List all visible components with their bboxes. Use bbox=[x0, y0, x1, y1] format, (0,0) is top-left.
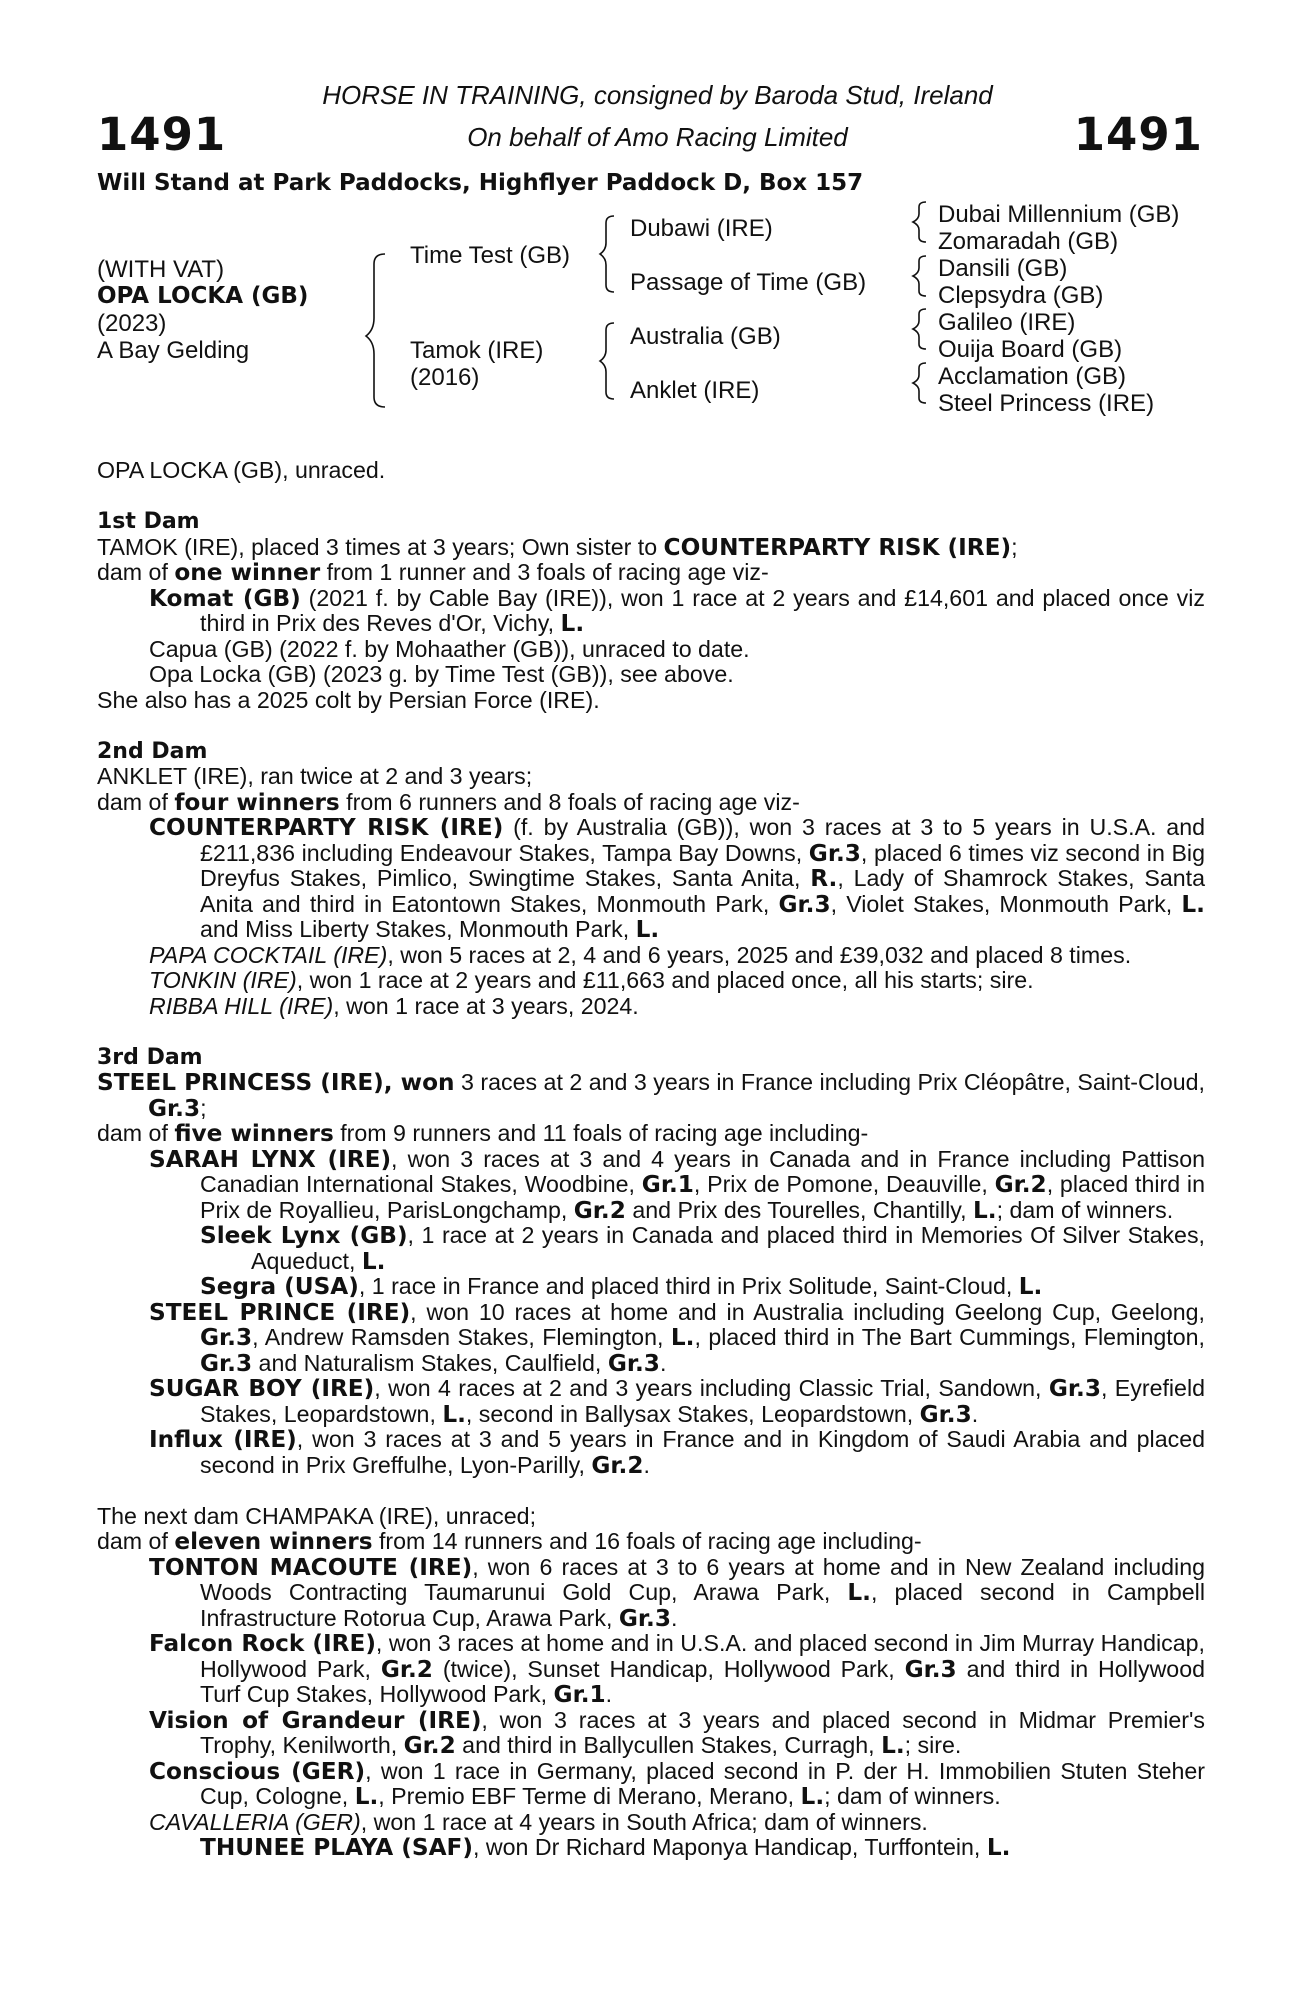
first-dam-note: She also has a 2025 colt by Persian Force (IRE). bbox=[97, 686, 600, 713]
consignor-line: HORSE IN TRAINING, consigned by Baroda Stud, Ireland bbox=[322, 80, 993, 110]
great-grandparent-2: Zomaradah (GB) bbox=[938, 228, 1119, 255]
progeny-entry-komat: Komat (GB) (2021 f. by Cable Bay (IRE)), won 1 race at 2 years and £14,601 and placed once viz third in Prix des Reves d'Or, Vichy, L. bbox=[149, 584, 1205, 637]
great-grandparent-3: Dansili (GB) bbox=[938, 255, 1068, 282]
dam-year: (2016) bbox=[410, 364, 480, 391]
great-grandparent-7: Acclamation (GB) bbox=[938, 363, 1127, 390]
third-dam-line: STEEL PRINCESS (IRE), won 3 races at 2 and 3 years in France including Prix Cléopâtre, Saint-Cloud, Gr.3; bbox=[97, 1069, 1205, 1122]
race-record-summary: OPA LOCKA (GB), unraced. bbox=[97, 457, 386, 483]
progeny-entry-falcon-rock: Falcon Rock (IRE), won 3 races at home and in U.S.A. and placed second in Jim Murray Handicap, Hollywood Park, Gr.2 (twice), Sunset Handicap, Hollywood Park, Gr.3 and third in Hollywood Turf Cup Stakes, Hollywood Park, Gr.1. bbox=[149, 1630, 1205, 1708]
dam: Tamok (IRE) bbox=[410, 337, 544, 364]
horse-name: OPA LOCKA (GB) bbox=[97, 283, 309, 309]
progeny-entry-influx: Influx (IRE), won 3 races at 3 and 5 years in France and in Kingdom of Saudi Arabia and placed second in Prix Greffulhe, Lyon-Parilly, Gr.2. bbox=[149, 1426, 1205, 1479]
progeny-entry-vision-of-grandeur: Vision of Grandeur (IRE), won 3 races at 3 years and placed second in Midmar Premier's Trophy, Kenilworth, Gr.2 and third in Ballycullen Stakes, Curragh, L.; sire. bbox=[149, 1706, 1205, 1759]
progeny-entry-counterparty-risk: COUNTERPARTY RISK (IRE) (f. by Australia (GB)), won 3 races at 3 to 5 years in U.S.A. and £211,836 including Endeavour Stakes, Tampa Bay Downs, Gr.3, placed 6 times viz second in Big Dreyfus Stakes, Pimlico, Swingtime Stakes, Santa Anita, R., Lady of Shamrock Stakes, Santa Anita and third in Eatontown Stakes, Monmouth Park, Gr.3, Violet Stakes, Monmouth Park, L. and Miss Liberty Stakes, Monmouth Park, L. bbox=[149, 814, 1205, 943]
progeny-entry-cavalleria: CAVALLERIA (GER), won 1 race at 4 years in South Africa; dam of winners. bbox=[149, 1808, 928, 1835]
second-dam-produce-line: dam of four winners from 6 runners and 8 foals of racing age viz- bbox=[97, 788, 800, 816]
sire: Time Test (GB) bbox=[410, 242, 571, 269]
progeny-entry-thunee-playa: THUNEE PLAYA (SAF), won Dr Richard Maponya Handicap, Turffontein, L. bbox=[200, 1834, 1011, 1861]
third-dam-heading: 3rd Dam bbox=[97, 1044, 203, 1070]
progeny-entry-segra: Segra (USA), 1 race in France and placed third in Prix Solitude, Saint-Cloud, L. bbox=[200, 1273, 1043, 1300]
first-dam-heading: 1st Dam bbox=[97, 509, 200, 534]
progeny-entry-tonton-macoute: TONTON MACOUTE (IRE), won 6 races at 3 to 6 years at home and in New Zealand including Woods Contracting Taumarunui Gold Cup, Arawa Park, L., placed second in Campbell Infrastructure Rotorua Cup, Arawa Park, Gr.3. bbox=[149, 1553, 1205, 1632]
second-dam-line: ANKLET (IRE), ran twice at 2 and 3 years; bbox=[97, 763, 533, 789]
lot-number-left: 1491 bbox=[97, 108, 227, 161]
great-grandparent-5: Galileo (IRE) bbox=[938, 309, 1076, 336]
bracket-g2 bbox=[913, 256, 926, 296]
progeny-entry-sugar-boy: SUGAR BOY (IRE), won 4 races at 2 and 3 years including Classic Trial, Sandown, Gr.3, Eyrefield Stakes, Leopardstown, L., second in Ballysax Stakes, Leopardstown, Gr.3. bbox=[149, 1375, 1205, 1428]
progeny-entry-sleek-lynx: Sleek Lynx (GB), 1 race at 2 years in Canada and placed third in Memories Of Silver Stakes, Aqueduct, L. bbox=[200, 1222, 1205, 1275]
progeny-entry-steel-prince: STEEL PRINCE (IRE), won 10 races at home and in Australia including Geelong Cup, Geelong, Gr.3, Andrew Ramsden Stakes, Flemington, L., placed third in The Bart Cummings, Flemington, Gr.3 and Naturalism Stakes, Caulfield, Gr.3. bbox=[149, 1298, 1205, 1377]
dam-sire: Australia (GB) bbox=[630, 323, 781, 350]
dam-dam: Anklet (IRE) bbox=[630, 377, 760, 404]
bracket-sire bbox=[600, 216, 614, 292]
sire-sire: Dubawi (IRE) bbox=[630, 215, 773, 242]
catalogue-body bbox=[97, 458, 1205, 1861]
next-dam-line: The next dam CHAMPAKA (IRE), unraced; bbox=[97, 1502, 537, 1529]
third-dam-produce-line: dam of five winners from 9 runners and 11 foals of racing age including- bbox=[97, 1120, 869, 1147]
lot-number-right: 1491 bbox=[1073, 108, 1203, 161]
vat-label: (WITH VAT) bbox=[97, 256, 225, 283]
progeny-entry-tonkin: TONKIN (IRE), won 1 race at 2 years and £11,663 and placed once, all his starts; sire. bbox=[149, 967, 1034, 993]
horse-description: A Bay Gelding bbox=[97, 337, 250, 364]
sire-dam: Passage of Time (GB) bbox=[630, 269, 867, 296]
progeny-entry-sarah-lynx: SARAH LYNX (IRE), won 3 races at 3 and 4 years in Canada and in France including Pattison Canadian International Stakes, Woodbine, Gr.1, Prix de Pomone, Deauville, Gr.2, placed third in Prix de Royallieu, ParisLongchamp, Gr.2 and Prix des Tourelles, Chantilly, L.; dam of winners. bbox=[149, 1145, 1205, 1224]
horse-year: (2023) bbox=[97, 310, 167, 337]
bracket-parents bbox=[366, 254, 385, 407]
bracket-g3 bbox=[913, 309, 926, 349]
great-grandparent-6: Ouija Board (GB) bbox=[938, 336, 1123, 363]
bracket-g1 bbox=[913, 202, 926, 242]
vendor-line: On behalf of Amo Racing Limited bbox=[467, 122, 848, 152]
bracket-g4 bbox=[913, 363, 926, 403]
progeny-entry-papa-cocktail: PAPA COCKTAIL (IRE), won 5 races at 2, 4 and 6 years, 2025 and £39,032 and placed 8 times. bbox=[149, 941, 1132, 968]
second-dam-heading: 2nd Dam bbox=[97, 738, 208, 764]
next-dam-produce-line: dam of eleven winners from 14 runners and 16 foals of racing age including- bbox=[97, 1528, 922, 1555]
bracket-dam bbox=[600, 323, 614, 399]
great-grandparent-1: Dubai Millennium (GB) bbox=[938, 201, 1180, 228]
great-grandparent-4: Clepsydra (GB) bbox=[938, 282, 1104, 309]
progeny-entry-conscious: Conscious (GER), won 1 race in Germany, placed second in P. der H. Immobilien Stuten Steher Cup, Cologne, L., Premio EBF Terme di Merano, Merano, L.; dam of winners. bbox=[149, 1757, 1205, 1810]
stand-location: Will Stand at Park Paddocks, Highflyer Paddock D, Box 157 bbox=[97, 170, 864, 196]
first-dam-line: TAMOK (IRE), placed 3 times at 3 years; Own sister to COUNTERPARTY RISK (IRE); bbox=[97, 533, 1018, 561]
great-grandparent-8: Steel Princess (IRE) bbox=[938, 390, 1155, 417]
progeny-entry-ribba-hill: RIBBA HILL (IRE), won 1 race at 3 years, 2024. bbox=[149, 992, 639, 1019]
first-dam-produce-line: dam of one winner from 1 runner and 3 foals of racing age viz- bbox=[97, 559, 769, 586]
progeny-entry-opa-locka: Opa Locka (GB) (2023 g. by Time Test (GB)), see above. bbox=[149, 661, 734, 687]
progeny-entry-capua: Capua (GB) (2022 f. by Mohaather (GB)), unraced to date. bbox=[149, 635, 750, 662]
